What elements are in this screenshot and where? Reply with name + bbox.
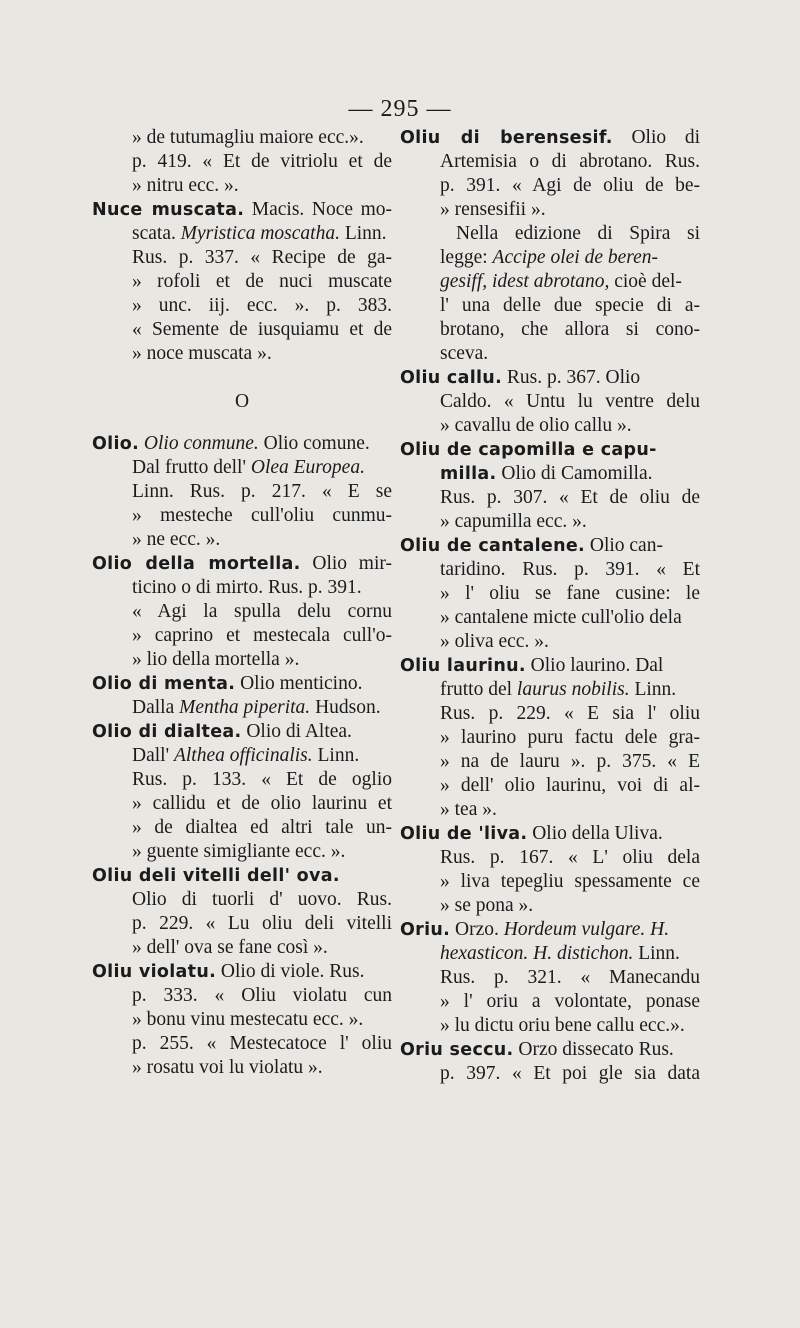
botanical-name: Althea officinalis.	[173, 745, 313, 766]
italic-term: Olio conmune.	[139, 433, 259, 454]
headword: Olio.	[92, 434, 140, 454]
text-line: » rensesifii ».	[440, 199, 546, 220]
text-line: Rus. p. 337. « Recipe de ga-	[132, 247, 392, 268]
text-line: Linn. Rus. p. 217. « E se	[132, 481, 392, 502]
italic-quote: Accipe olei de beren-	[492, 247, 659, 268]
text-line: » mesteche cull'oliu cunmu-	[132, 505, 392, 526]
text-fragment: Orzo dissecato Rus.	[513, 1039, 674, 1060]
right-column	[400, 126, 700, 1086]
entry-oliu-callu	[400, 366, 700, 438]
text-line: » oliva ecc. ».	[440, 631, 549, 652]
entry-continuation	[92, 126, 392, 198]
entry-oriu-seccu	[400, 1038, 700, 1086]
text-line: » dell' olio laurinu, voi di al-	[440, 775, 700, 796]
text-line: Olio di tuorli d' uovo. Rus.	[132, 889, 392, 910]
text-line: » liva tepegliu spessamente ce	[440, 871, 700, 892]
entry-oliu-laurinu	[400, 654, 700, 822]
headword: Olio di menta.	[92, 674, 236, 694]
text-fragment: cioè del-	[609, 271, 682, 292]
text-fragment: Linn.	[633, 943, 680, 964]
text-fragment: Dalla	[132, 697, 180, 718]
text-line: Artemisia o di abrotano. Rus.	[440, 151, 700, 172]
text-fragment: frutto del	[440, 679, 517, 700]
text-fragment: Dal frutto dell'	[132, 457, 251, 478]
headword: Oliu deli vitelli dell' ova.	[92, 866, 340, 886]
text-fragment: Olio can-	[584, 535, 663, 556]
text-fragment: Olio comune.	[258, 433, 370, 454]
text-fragment: Olio menticino.	[235, 673, 363, 694]
text-line: p. 255. « Mestecatoce l' oliu	[132, 1033, 392, 1054]
entry-olio-della-mortella	[92, 552, 392, 672]
text-fragment: Olio di	[612, 127, 700, 148]
text-line: Rus. p. 321. « Manecandu	[440, 967, 700, 988]
text-line: » l' oliu se fane cusine: le	[440, 583, 700, 604]
text-line: » dell' ova se fane così ».	[132, 937, 328, 958]
botanical-name: Myristica moscatha.	[180, 223, 340, 244]
text-line: » noce muscata ».	[132, 343, 272, 364]
text-line: » lu dictu oriu bene callu ecc.».	[440, 1015, 685, 1036]
text-fragment: Rus. p. 367. Olio	[502, 367, 641, 388]
entry-olio	[92, 432, 392, 552]
text-line: » guente simigliante ecc. ».	[132, 841, 346, 862]
botanical-name: Olea Europea.	[250, 457, 365, 478]
entry-oliu-de-cantalene	[400, 534, 700, 654]
text-fragment: scata.	[132, 223, 181, 244]
botanical-name: hexasticon. H. distichon.	[440, 943, 634, 964]
text-fragment: Dall'	[132, 745, 174, 766]
section-letter: O	[234, 391, 250, 412]
text-fragment: legge:	[440, 247, 493, 268]
headword: Oliu violatu.	[92, 962, 217, 982]
entry-oliu-de-capomilla	[400, 438, 700, 534]
text-fragment: Hudson.	[310, 697, 381, 718]
entry-olio-di-menta	[92, 672, 392, 720]
page-number: — 295 —	[348, 96, 452, 122]
text-line: Rus. p. 167. « L' oliu dela	[440, 847, 700, 868]
text-line: » cavallu de olio callu ».	[440, 415, 632, 436]
headword: Olio della mortella.	[92, 554, 301, 574]
text-line: p. 391. « Agi de oliu de be-	[440, 175, 700, 196]
text-line: Caldo. « Untu lu ventre delu	[440, 391, 700, 412]
text-line: » nitru ecc. ».	[132, 175, 239, 196]
text-line: p. 229. « Lu oliu deli vitelli	[132, 913, 392, 934]
entry-oliu-violatu	[92, 960, 392, 1080]
text-line: Nella edizione di Spira si	[456, 223, 700, 244]
botanical-name: Mentha piperita.	[179, 697, 311, 718]
text-line: » de tutumagliu maiore ecc.».	[132, 127, 364, 148]
text-fragment: Olio di Altea.	[241, 721, 352, 742]
text-fragment: Olio laurino. Dal	[525, 655, 664, 676]
headword: Oliu de cantalene.	[400, 536, 585, 556]
italic-quote: gesiff, idest abrotano,	[440, 271, 610, 292]
text-line: p. 333. « Oliu violatu cun	[132, 985, 392, 1006]
text-fragment: Olio mir-	[300, 553, 392, 574]
text-fragment: Linn.	[339, 223, 387, 244]
text-line: » bonu vinu mestecatu ecc. ».	[132, 1009, 364, 1030]
headword: Oliu de 'liva.	[400, 824, 528, 844]
headword: milla.	[440, 464, 497, 484]
text-line: » na de lauru ». p. 375. « E	[440, 751, 700, 772]
entry-oliu-di-berensesif	[400, 126, 700, 366]
entry-oriu	[400, 918, 700, 1038]
text-fragment: Linn.	[312, 745, 360, 766]
text-line: » se pona ».	[440, 895, 534, 916]
text-line: Rus. p. 307. « Et de oliu de	[440, 487, 700, 508]
headword: Oriu.	[400, 920, 451, 940]
text-line: taridino. Rus. p. 391. « Et	[440, 559, 700, 580]
text-line: » l' oriu a volontate, ponase	[440, 991, 700, 1012]
text-line: Rus. p. 229. « E sia l' oliu	[440, 703, 700, 724]
text-line: l' una delle due specie di a-	[440, 295, 700, 316]
headword: Olio di dialtea.	[92, 722, 242, 742]
text-line: p. 397. « Et poi gle sia data	[440, 1063, 700, 1084]
text-line: » rosatu voi lu violatu ».	[132, 1057, 323, 1078]
text-line: » tea ».	[440, 799, 497, 820]
text-line: » unc. iij. ecc. ». p. 383.	[132, 295, 392, 316]
text-line: « Agi la spulla delu cornu	[132, 601, 392, 622]
text-line: brotano, che allora si cono-	[440, 319, 700, 340]
text-fragment: Olio di viole. Rus.	[216, 961, 365, 982]
text-line: Rus. p. 133. « Et de oglio	[132, 769, 392, 790]
text-line: » caprino et mestecala cull'o-	[132, 625, 392, 646]
headword: Oliu di berensesif.	[400, 128, 613, 148]
text-line: » capumilla ecc. ».	[440, 511, 587, 532]
text-line: » de dialtea ed altri tale un-	[132, 817, 392, 838]
text-fragment: Olio di Camomilla.	[496, 463, 653, 484]
headword: Oliu callu.	[400, 368, 503, 388]
botanical-name: laurus nobilis.	[516, 679, 630, 700]
headword: Oliu de capomilla e capu-	[400, 440, 657, 460]
text-line: » cantalene micte cull'olio dela	[440, 607, 682, 628]
headword: Oliu laurinu.	[400, 656, 526, 676]
text-line: » callidu et de olio laurinu et	[132, 793, 392, 814]
text-line: » laurino puru factu dele gra-	[440, 727, 700, 748]
entry-oliu-de-liva	[400, 822, 700, 918]
text-line: p. 419. « Et de vitriolu et de	[132, 151, 392, 172]
entry-olio-di-dialtea	[92, 720, 392, 864]
headword: Nuce muscata.	[92, 200, 245, 220]
entry-nuce-muscata	[92, 198, 392, 366]
left-column	[92, 126, 392, 1080]
text-line: « Semente de iusquiamu et de	[132, 319, 392, 340]
text-line: » rofoli et de nuci muscate	[132, 271, 392, 292]
text-line: » lio della mortella ».	[132, 649, 300, 670]
headword: Oriu seccu.	[400, 1040, 514, 1060]
botanical-name: Hordeum vulgare. H.	[503, 919, 670, 940]
text-line: ticino o di mirto. Rus. p. 391.	[132, 577, 362, 598]
text-fragment: Macis. Noce mo-	[244, 199, 392, 220]
text-fragment: Orzo.	[450, 919, 504, 940]
entry-oliu-deli-vitelli	[92, 864, 392, 960]
text-line: » ne ecc. ».	[132, 529, 221, 550]
text-fragment: Olio della Uliva.	[527, 823, 663, 844]
text-fragment: Linn.	[629, 679, 677, 700]
text-line: sceva.	[440, 343, 489, 364]
